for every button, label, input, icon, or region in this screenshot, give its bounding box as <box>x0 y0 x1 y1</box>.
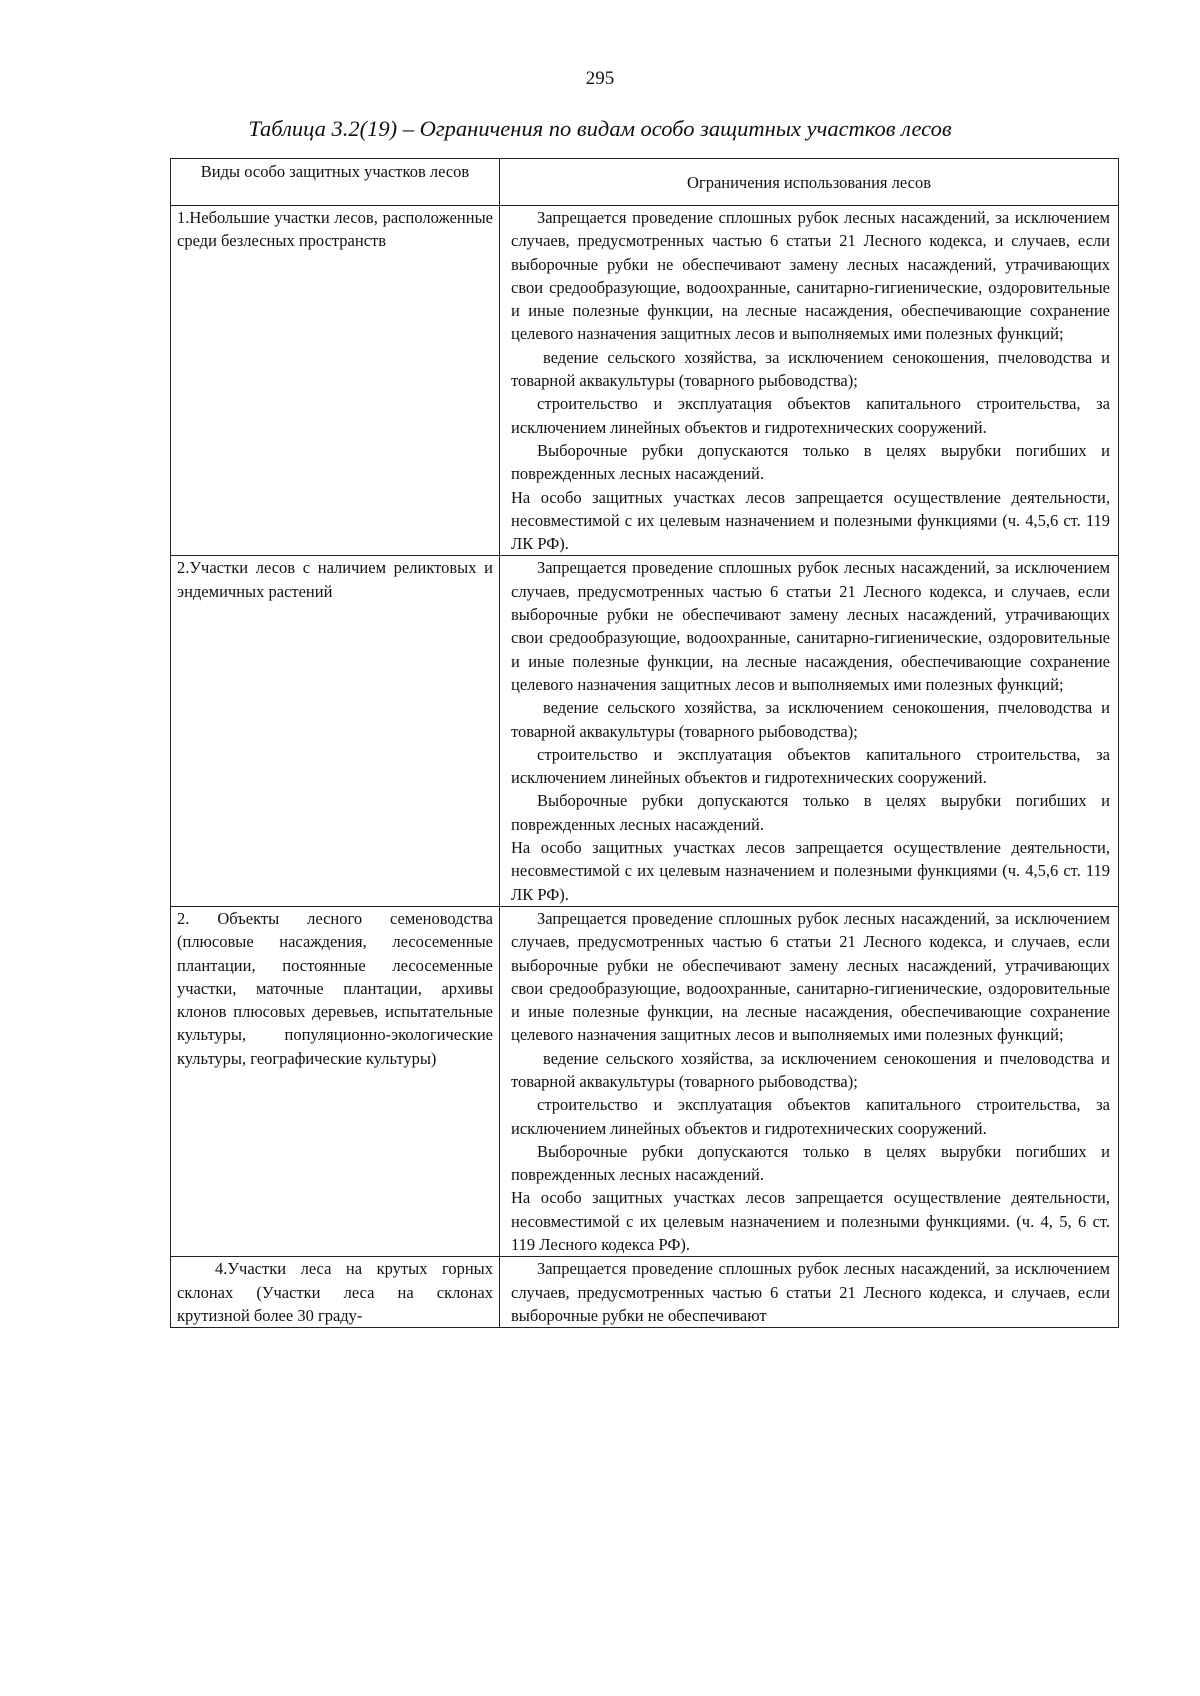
table-row <box>171 1257 1119 1328</box>
restriction-paragraph: Выборочные рубки допускаются только в целях вырубки погибших и поврежденных лесных насаждений. <box>511 791 1110 834</box>
restriction-paragraph: строительство и эксплуатация объектов капитального строительства, за исключением линейных объектов и гидротехнических сооружений. <box>511 394 1110 437</box>
row-restrictions <box>500 206 1119 556</box>
row-restrictions <box>500 556 1119 906</box>
restriction-paragraph: Запрещается проведение сплошных рубок лесных насаждений, за исключением случаев, предусмотренных частью 6 статьи 21 Лесного кодекса, и случаев, если выборочные рубки не обеспечивают замену лесных насаждений, утрачивающих свои средообразующие, водоохранные, санитарно-гигиенические, оздоровительные и иные полезные функции, на лесные насаждения, обеспечивающие сохранение целевого назначения защитных лесов и выполняемых ими полезных функций; <box>511 558 1110 694</box>
row-restrictions <box>500 906 1119 1256</box>
restriction-paragraph: строительство и эксплуатация объектов капитального строительства, за исключением линейных объектов и гидротехнических сооружений. <box>511 744 1110 788</box>
row-kind: 4.Участки леса на крутых горных склонах (Участки леса на склонах крутизной более 30 граду- <box>171 1257 500 1328</box>
table-header-row <box>171 159 1119 206</box>
restriction-paragraph: ведение сельского хозяйства, за исключением сенокошения, пчеловодства и товарной аквакультуры (товарного рыбоводства); <box>511 347 1110 391</box>
header-kinds: Виды особо защитных участков лесов <box>171 159 500 206</box>
row-kind: 2. Объекты лесного семеноводства (плюсовые насаждения, лесосеменные плантации, постоянные лесосеменные участки, маточные плантации, архивы клонов плюсовых деревьев, испытательные культуры, популяционно-экологические культуры, географические культуры) <box>171 906 500 1256</box>
table-row <box>171 906 1119 1256</box>
table-row <box>171 556 1119 906</box>
restriction-paragraph: ведение сельского хозяйства, за исключением сенокошения, пчеловодства и товарной аквакультуры (товарного рыбоводства); <box>511 698 1110 741</box>
table-caption: Таблица 3.2(19) – Ограничения по видам особо защитных участков лесов <box>248 116 952 141</box>
row-restrictions <box>500 1257 1119 1328</box>
header-restrictions: Ограничения использования лесов <box>500 159 1119 206</box>
row-kind: 2.Участки лесов с наличием реликтовых и эндемичных растений <box>171 556 500 906</box>
restriction-paragraph: Выборочные рубки допускаются только в целях вырубки погибших и поврежденных лесных насаждений. <box>511 1141 1110 1185</box>
restrictions-table <box>170 158 1119 1328</box>
restriction-paragraph: На особо защитных участках лесов запрещается осуществление деятельности, несовместимой с их целевым назначением и полезными функциями (ч. 4,5,6 ст. 119 ЛК РФ). <box>511 838 1110 904</box>
restriction-paragraph: Запрещается проведение сплошных рубок лесных насаждений, за исключением случаев, предусмотренных частью 6 статьи 21 Лесного кодекса, и случаев, если выборочные рубки не обеспечивают замену лесных насаждений, утрачивающих свои средообразующие, водоохранные, санитарно-гигиенические, оздоровительные и иные полезные функции, на лесные насаждения, обеспечивающие сохранение целевого назначения защитных лесов и выполняемых ими полезных функций; <box>511 908 1110 1045</box>
row-kind: 1.Небольшие участки лесов, расположенные среди безлесных пространств <box>171 206 500 556</box>
restriction-paragraph: Выборочные рубки допускаются только в целях вырубки погибших и поврежденных лесных насаждений. <box>511 440 1110 484</box>
restriction-paragraph: Запрещается проведение сплошных рубок лесных насаждений, за исключением случаев, предусмотренных частью 6 статьи 21 Лесного кодекса, и случаев, если выборочные рубки не обеспечивают <box>511 1259 1110 1325</box>
restriction-paragraph: ведение сельского хозяйства, за исключением сенокошения и пчеловодства и товарной аквакультуры (товарного рыбоводства); <box>511 1048 1110 1091</box>
restriction-paragraph: На особо защитных участках лесов запрещается осуществление деятельности, несовместимой с их целевым назначением и полезными функциями. (ч. 4, 5, 6 ст. 119 Лесного кодекса РФ). <box>511 1188 1110 1255</box>
restriction-paragraph: Запрещается проведение сплошных рубок лесных насаждений, за исключением случаев, предусмотренных частью 6 статьи 21 Лесного кодекса, и случаев, если выборочные рубки не обеспечивают замену лесных насаждений, утрачивающих свои средообразующие, водоохранные, санитарно-гигиенические, оздоровительные и иные полезные функции, на лесные насаждения, обеспечивающие сохранение целевого назначения защитных лесов и выполняемых ими полезных функций; <box>511 208 1110 344</box>
table-row <box>171 206 1119 556</box>
restriction-paragraph: строительство и эксплуатация объектов капитального строительства, за исключением линейных объектов и гидротехнических сооружений. <box>511 1095 1110 1138</box>
page-number: 295 <box>585 68 615 89</box>
restriction-paragraph: На особо защитных участках лесов запрещается осуществление деятельности, несовместимой с их целевым назначением и полезными функциями (ч. 4,5,6 ст. 119 ЛК РФ). <box>511 487 1110 554</box>
